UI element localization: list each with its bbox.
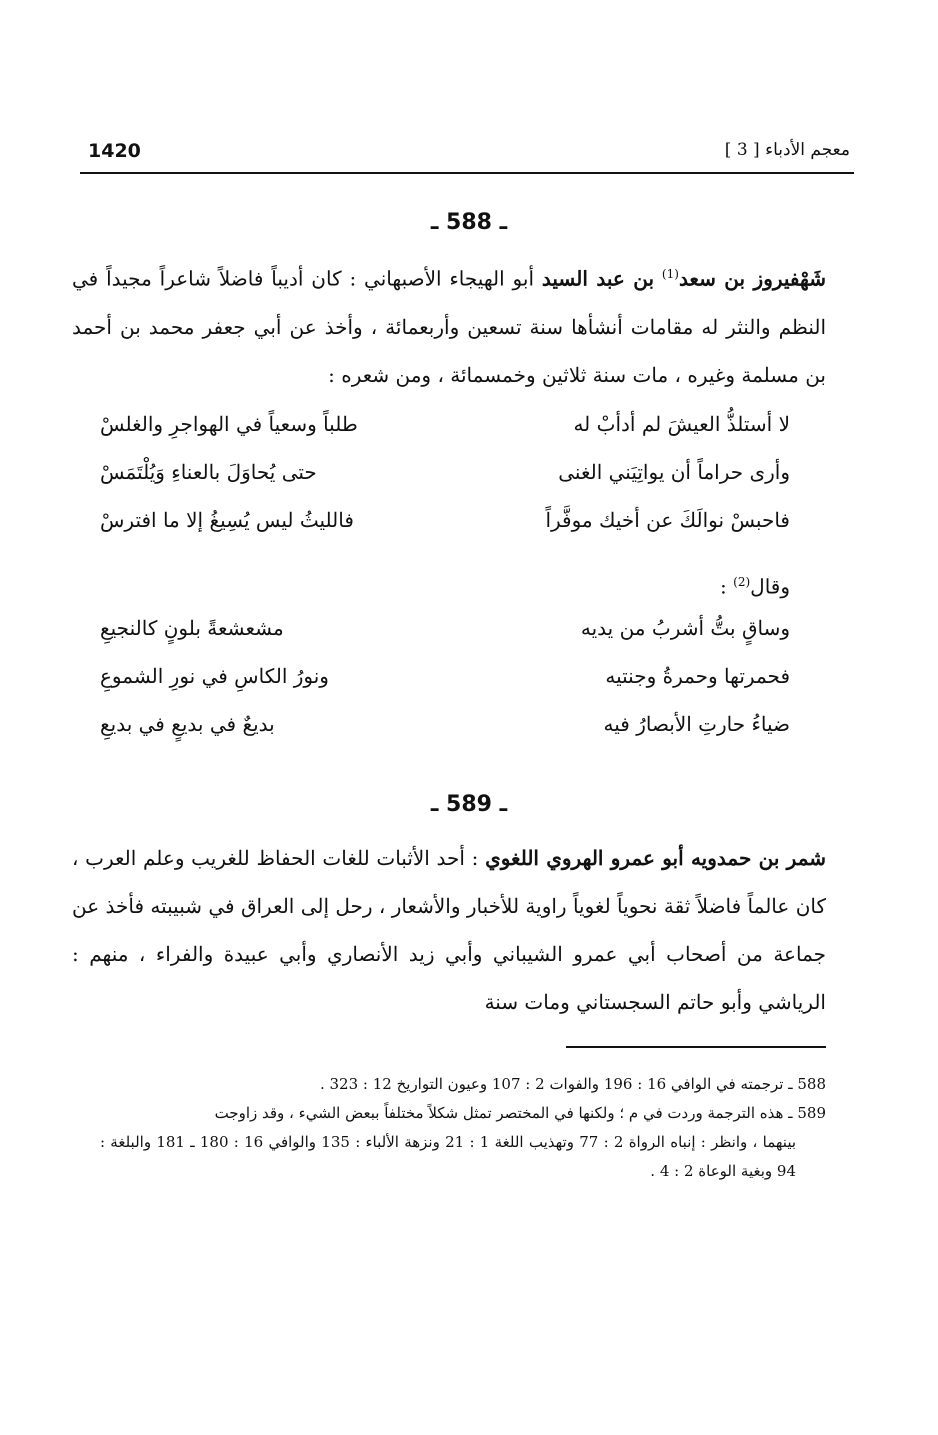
verse-intro xyxy=(100,562,790,607)
entry-589-text-4: الأنصاري وأبي عبيدة والفراء ، منهم : الرياشي وأبو حاتم السجستاني ومات سنة xyxy=(72,942,826,1014)
entry-588-text-1: أبو الهيجاء الأصبهاني : كان أديباً فاضلاً xyxy=(218,266,535,291)
entry-589-paragraph xyxy=(72,834,826,1026)
verse xyxy=(100,448,790,496)
entry-588-text-2: شاعراً مجيداً في النظم والنثر له مقامات أنشأها سنة تسعين وأربعمائة ، وأخذ عن أبي xyxy=(72,266,827,339)
verse-second-hemistich: ونورُ الكاسِ في نورِ الشموعِ xyxy=(100,664,329,688)
verse-first-hemistich: ضياءُ حارتِ الأبصارُ فيه xyxy=(603,712,790,736)
footnote-588: 588 ـ ترجمته في الوافي 16 : 196 والفوات 2 : 107 وعيون التواريخ 12 : 323 . xyxy=(319,1075,826,1093)
footnote-ref-2: (2) xyxy=(733,575,751,589)
verse-first-hemistich: وأرى حراماً أن يواتِيَني الغنى xyxy=(558,460,790,484)
entry-588-name: شَهْفيروز بن سعد xyxy=(678,266,827,291)
verse-first-hemistich: فاحبسْ نوالَكَ عن أخيك موفَّراً xyxy=(545,508,790,532)
verse-second-hemistich: بديعٌ في بديعٍ في بديعِ xyxy=(100,712,275,736)
verse xyxy=(100,400,790,448)
verse xyxy=(100,652,790,700)
verse xyxy=(100,496,790,544)
footnote-589-cont xyxy=(100,1128,826,1186)
entry-588-paragraph xyxy=(72,250,826,399)
page-header xyxy=(80,138,850,170)
footnote-ref-1: (1) xyxy=(661,267,679,281)
verse-first-hemistich: لا أستلذُّ العيشَ لم أدأبْ له xyxy=(573,412,790,436)
verse-second-hemistich: مشعشعةً بلونٍ كالنجيعِ xyxy=(100,616,284,640)
verse-intro-colon: : xyxy=(720,574,734,599)
footnote-589 xyxy=(100,1099,826,1128)
footnote-rule xyxy=(566,1046,826,1048)
verse-second-hemistich: طلباً وسعياً في الهواجرِ والغلسْ xyxy=(100,412,358,436)
entry-588-lineage: بن عبد السيد xyxy=(541,266,655,291)
header-rule xyxy=(80,172,854,174)
verse xyxy=(100,700,790,748)
entry-589-text-1: : أحد الأثبات للغات الحفاظ xyxy=(256,846,479,870)
entry-588-text-3: جعفر محمد بن أحمد بن مسلمة وغيره ، مات سنة ثلاثين وخمسمائة ، ومن شعره : xyxy=(72,314,826,387)
running-head: معجم الأدباء [ 3 ] xyxy=(724,140,850,160)
verse-second-hemistich: فالليثُ ليس يُسِيغُ إلا ما افترسْ xyxy=(100,508,354,532)
entry-589-text-2: للغريب وعلم العرب ، كان عالماً فاضلاً ثقة نحوياً لغوياً راوية للأخبار والأشعار ، رحل xyxy=(72,846,826,918)
entry-589-name: شمر بن حمدويه أبو عمرو الهروي اللغوي xyxy=(485,846,827,870)
footnote-589-line-3: 181 والبلغة : 94 وبغية الوعاة 2 : 4 . xyxy=(100,1133,796,1180)
footnote-589-line-2: بينهما ، وانظر : إنباه الرواة 2 : 77 وتهذيب اللغة 1 : 21 ونزهة الألباء : 135 والوافي 16 : 180 ـ xyxy=(190,1133,797,1151)
verse-first-hemistich: فحمرتها وحمرةُ وجنتيه xyxy=(605,664,790,688)
entry-number-588: ـ 588 ـ xyxy=(430,210,508,235)
page-number: 1420 xyxy=(88,140,141,162)
entry-589-text-3: إلى العراق في شبيبته فأخذ عن جماعة من أصحاب أبي عمرو الشيباني وأبي زيد xyxy=(72,894,827,966)
footnotes xyxy=(100,1070,826,1186)
verse xyxy=(100,604,790,652)
verse-second-hemistich: حتى يُحاوَلَ بالعناءِ وَيُلْتَمَسْ xyxy=(100,460,317,484)
footnote-589-line-1: 589 ـ هذه الترجمة وردت في م ؛ ولكنها في المختصر تمثل شكلاً مختلفاً ببعض الشيء ، وقد زاوجت xyxy=(214,1104,826,1122)
entry-number-589: ـ 589 ـ xyxy=(430,792,508,817)
verse-first-hemistich: وساقٍ بتُّ أشربُ من يديه xyxy=(580,616,790,640)
verse-intro-text: وقال xyxy=(750,574,790,599)
